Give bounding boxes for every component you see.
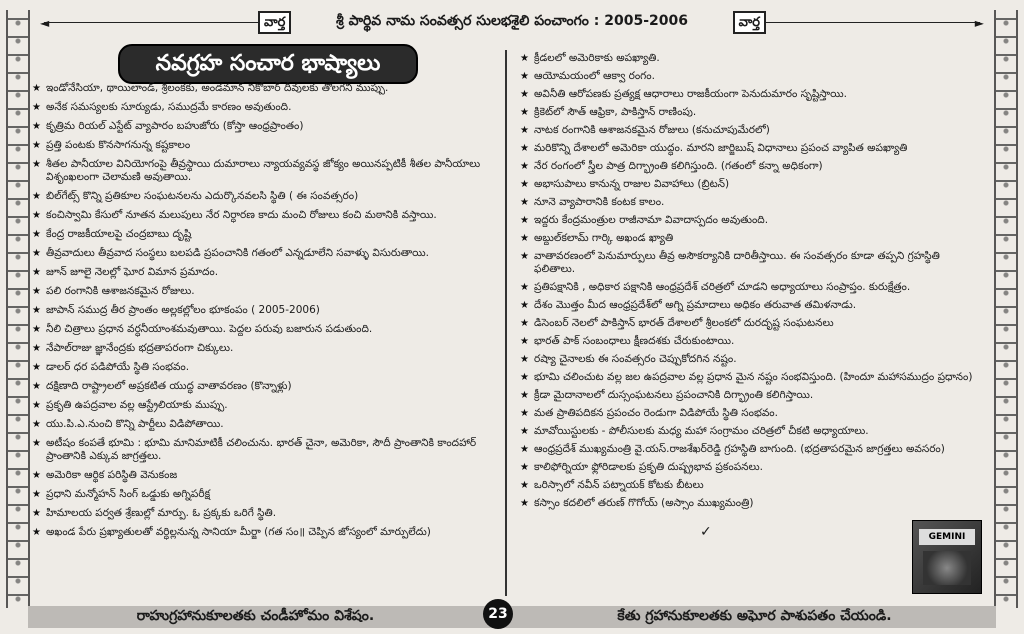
star-bullet-icon: ★ [520,215,529,226]
vaartha-logo-right: వార్త [733,11,766,34]
list-item-text: నేపాల్‌రాజు జ్ఞానేంద్రకు భద్రతాపరంగా చిక్కులు. [46,342,234,354]
star-bullet-icon: ★ [32,210,41,221]
vaartha-logo-left: వార్త [258,11,291,34]
list-item [32,342,496,355]
gemini-product-image [912,520,982,594]
list-item-text: భూమి చలించుట వల్ల జల ఉపద్రవాల వల్ల ప్రధాన మైన నష్టం సంభవిస్తుంది. (హిందూ మహాసముద్రం ప్రధానం) [534,371,973,383]
star-bullet-icon: ★ [32,419,41,430]
list-item [32,101,496,114]
list-item-text: కస్సాం కదలిలో తరుణ్ గొగోయ్ (అస్సాం ముఖ్యమంత్రి) [534,497,754,509]
list-item-text: యు.పి.ఎ.నుంచి కొన్ని పార్టీలు విడిపోతాయి. [46,418,224,430]
list-item-text: క్రీడలలో అమెరికాకు అపఖ్యాతి. [534,52,660,64]
list-item [32,82,496,95]
list-item-text: అభాసుపాలు కానున్న రాజుల వివాహాలు (బ్రిటన్) [534,178,730,190]
list-item [520,178,982,191]
list-item-text: దేశం మొత్తం మీద ఆంధ్రప్రదేశ్‌లో అగ్ని ప్రమాదాలు అధికం తరువాత తమిళనాడు. [534,299,857,311]
star-bullet-icon: ★ [520,426,529,437]
list-item-text: బిల్‌గేట్స్ కొన్ని ప్రతికూల సంఘటనలను ఎదుర్కొనవలసి స్థితి ( ఈ సంవత్సరం) [46,190,359,202]
left-decorative-border [6,10,30,608]
list-item-text: కంచిస్వామి కేసులో నూతన మలుపులు నేర నిర్ధారణ కాదు మంచి రోజులు కంచి మఠానికి వస్తాయి. [46,209,437,221]
star-bullet-icon: ★ [520,89,529,100]
star-bullet-icon: ★ [520,107,529,118]
star-bullet-icon: ★ [32,400,41,411]
list-item [32,488,496,501]
star-bullet-icon: ★ [520,498,529,509]
star-bullet-icon: ★ [520,354,529,365]
list-item-text: ప్రధాని మన్మోహన్ సింగ్ ఒడ్డుకు అగ్నిపరీక్ష [46,488,211,500]
list-item-text: మరికొన్ని దేశాలలో అమెరికా యుద్ధం. మారని జార్జిబుష్ విధానాలు ప్రపంచ వ్యాపిత అపఖ్యాతి [534,142,908,154]
list-item [32,323,496,336]
star-bullet-icon: ★ [32,470,41,481]
list-item-text: శీతల పానీయాల వినియోగంపై తీవ్రస్థాయి దుమారాలు న్యాయవ్యవస్థ జోక్యం అయినప్పటికీ శీతల పానీయాలు విశృంఖలంగా చెలామణి అవుతాయి. [46,158,481,183]
list-item [520,106,982,119]
list-item [520,317,982,330]
star-bullet-icon: ★ [32,102,41,113]
list-item-text: డిసెంబర్ నెలలో పాకిస్తాన్ భారత్ దేశాలలో శ్రీలంకలో దురదృష్ట సంఘటనలు [534,317,834,329]
list-item [520,479,982,492]
footer-left-text: రాహుగ్రహానుకూలతకు చండీహోమం విశేషం. [136,607,375,624]
list-item-text: భారత్ పాక్ సంబంధాలు క్షీణదశకు చేరుకుంటాయి. [534,335,735,347]
list-item-text: మావోయిస్టులకు - పోలీసులకు మధ్య మహా సంగ్రామం చరిత్రలో చీకటి అధ్యాయాలు. [534,425,869,437]
star-bullet-icon: ★ [32,267,41,278]
star-bullet-icon: ★ [32,83,41,94]
list-item-text: దక్షిణాది రాష్ట్రాలలో అప్రకటిత యుద్ధ వాతావరణం (కొన్నాళ్లు) [46,380,292,392]
list-item [32,469,496,482]
star-bullet-icon: ★ [32,489,41,500]
list-item [520,281,982,294]
list-item-text: ఆయోమయంలో ఆక్వా రంగం. [534,70,655,82]
star-bullet-icon: ★ [520,161,529,172]
star-bullet-icon: ★ [32,140,41,151]
list-item-text: జాపాన్ సముద్ర తీర ప్రాంతం అల్లకల్లోలం భూకంపం ( 2005-2006) [46,304,320,316]
list-item-text: పలి రంగానికి ఆశాజనకమైన రోజులు. [46,285,195,297]
list-item [32,247,496,260]
right-decorative-border [994,10,1018,608]
star-bullet-icon: ★ [32,286,41,297]
list-item [520,353,982,366]
list-item [32,437,496,463]
list-item [520,214,982,227]
star-bullet-icon: ★ [520,251,529,262]
list-item [520,124,982,137]
star-bullet-icon: ★ [520,179,529,190]
list-item-text: నీలి చిత్రాలు ప్రధాన వర్ధనీయాంశమవుతాయి. పెద్దల పరువు బజారున పడుతుంది. [46,323,373,335]
list-item-text: ప్రత్తి పంటకు కొనసాగనున్న కష్టకాలం [46,139,191,151]
star-bullet-icon: ★ [520,444,529,455]
list-item [32,507,496,520]
list-item [520,497,982,510]
list-item-text: డాలర్ ధర పడిపోయే స్థితి సంభవం. [46,361,190,373]
star-bullet-icon: ★ [32,159,41,170]
list-item [32,418,496,431]
list-item [520,142,982,155]
list-item-text: తీవ్రవాదులు తీవ్రవాద సంస్థలు బలపడి ప్రపంచానికి గతంలో ఎన్నడూలేని సవాళ్ళు విసురుతాయి. [46,247,430,259]
left-column [32,82,496,545]
star-bullet-icon: ★ [520,71,529,82]
star-bullet-icon: ★ [32,248,41,259]
list-item-text: మత ప్రాతిపదికన ప్రపంచం రెండుగా విడిపోయే స్థితి సంభవం. [534,407,778,419]
star-bullet-icon: ★ [520,53,529,64]
star-bullet-icon: ★ [32,343,41,354]
list-item-text: ప్రతిపక్షానికి , అధికార పక్షానికి ఆంధ్రప్రదేశ్ చరిత్రలో చూడని అధ్యాయాలు సంప్రాప్తం. కురుక్షేత్రం. [534,281,911,293]
star-bullet-icon: ★ [520,233,529,244]
list-item-text: అబ్దుల్‌కలామ్ గార్కి అఖండ ఖ్యాతి [534,232,674,244]
page-footer [28,606,996,628]
list-item [520,335,982,348]
star-bullet-icon: ★ [32,508,41,519]
product-face-graphic [923,551,971,585]
star-bullet-icon: ★ [520,300,529,311]
star-bullet-icon: ★ [32,305,41,316]
star-bullet-icon: ★ [520,125,529,136]
list-item-text: ప్రకృతి ఉపద్రవాల వల్ల ఆస్ట్రేలియాకు ముప్పు. [46,399,228,411]
list-item-text: అమెరికా ఆర్థిక పరిస్థితి వెనుకంజ [46,469,178,481]
list-item [32,158,496,184]
list-item-text: అఖండ పేరు ప్రఖ్యాతులతో వర్ధిల్లనున్న సానియా మీర్జా (గత సం॥ చెప్పిన జోస్యంలో మార్పులేదు) [46,526,431,538]
star-bullet-icon: ★ [32,324,41,335]
list-item-text: నేర రంగంలో స్త్రీల పాత్ర దిగ్భ్రాంతి కలిగిస్తుంది. (గతంలో కన్నా అధికంగా) [534,160,823,172]
right-column [520,52,982,515]
header-title: శ్రీ పార్థివ నామ సంవత్సర సులభశైలి పంచాంగం : 2005-2006 [336,13,688,29]
list-item [32,190,496,203]
list-item-text: హిమాలయ పర్వత శ్రేణుల్లో మార్పు. ఓ ప్రక్కకు ఒరిగే స్థితి. [46,507,277,519]
star-bullet-icon: ★ [32,362,41,373]
page-title: నవగ్రహ సంచార భాష్యాలు [118,44,418,84]
list-item-text: జూన్ జూలై నెలల్లో ఘోర విమాన ప్రమాదం. [46,266,219,278]
list-item [32,266,496,279]
star-bullet-icon: ★ [32,121,41,132]
list-item-text: అటీషం కంపతే భూమి : భూమి మానిమాటికీ చలించును. భారత్ చైనా, అమెరికా, సౌదీ ప్రాంతానికి కాందహార్ ప్రాంతానికి ఎక్కువ జాగ్రత్తలు. [46,437,477,462]
checkmark-icon: ✓ [700,524,712,540]
product-brand-label: GEMINI [919,529,975,545]
star-bullet-icon: ★ [520,462,529,473]
list-item [32,228,496,241]
list-item [520,425,982,438]
list-item [520,443,982,456]
star-bullet-icon: ★ [32,191,41,202]
list-item-text: ఒరిస్సాలో నవీన్ పట్నాయక్ కోటకు బీటలు [534,479,704,491]
list-item [520,196,982,209]
star-bullet-icon: ★ [520,197,529,208]
star-bullet-icon: ★ [520,282,529,293]
list-item-text: ఇండోనేసియా, థాయిలాండ్, శ్రీలంకకు, అండమాన్ నికోబార్ దీవులకు తొలగని ముప్పు. [46,82,389,94]
list-item [32,399,496,412]
list-item-text: ఆంధ్రప్రదేశ్ ముఖ్యమంత్రి వై.యస్.రాజశేఖర్‌రెడ్డి గ్రహస్థితి బాగుంది. (భద్రతాపరమైన జాగ్రత్తలు అవసరం) [534,443,945,455]
star-bullet-icon: ★ [32,527,41,538]
column-divider [505,50,507,596]
star-bullet-icon: ★ [32,229,41,240]
list-item [32,285,496,298]
list-item [520,250,982,276]
list-item-text: కేంద్ర రాజకీయాలపై చంద్రబాబు దృష్టి [46,228,192,240]
list-item [520,389,982,402]
list-item-text: రష్యా చైనాలకు ఈ సంవత్సరం చెప్పుకోదగిన నష్టం. [534,353,737,365]
list-item-text: వాతావరణంలో పెనుమార్పులు తీవ్ర అసౌకర్యానికి దారితీస్తాయి. ఈ సంవత్సరం కూడా తప్పని గ్రహస్థితి ఫలితాలు. [534,250,940,275]
star-bullet-icon: ★ [520,318,529,329]
list-item-text: అనేక సమస్యలకు సూర్యుడు, సముద్రమే కారణం అవుతుంది. [46,101,292,113]
footer-right-text: కేతు గ్రహానుకూలతకు అఘోర పాశుపతం చేయండి. [617,607,892,624]
star-bullet-icon: ★ [32,438,41,449]
star-bullet-icon: ★ [520,408,529,419]
star-bullet-icon: ★ [520,143,529,154]
star-bullet-icon: ★ [520,336,529,347]
list-item [520,371,982,384]
list-item [520,52,982,65]
list-item [520,407,982,420]
list-item [32,304,496,317]
list-item [32,209,496,222]
right-arrow-icon: ► [974,16,984,30]
list-item [32,120,496,133]
star-bullet-icon: ★ [520,372,529,383]
list-item-text: కాలిఫోర్నియా ఫ్లోరిడాలకు ప్రకృతి దుష్ప్రభావ ప్రకంపనలు. [534,461,763,473]
list-item-text: కృత్రిమ రియల్ ఎస్టేట్ వ్యాపారం బహుజోరు (కోస్తా ఆంధ్రప్రాంతం) [46,120,304,132]
list-item [520,88,982,101]
left-arrow-icon: ◄ [40,16,50,30]
page-number: 23 [483,599,513,629]
list-item-text: ఇద్దరు కేంద్రమంత్రుల రాజీనామా వివాదాస్పదం అవుతుంది. [534,214,769,226]
star-bullet-icon: ★ [520,480,529,491]
list-item [32,526,496,539]
list-item [520,70,982,83]
star-bullet-icon: ★ [32,381,41,392]
list-item-text: నాటక రంగానికి ఆశాజనకమైన రోజులు (కనుచూపుమేరలో) [534,124,770,136]
list-item-text: క్రీడా మైదానాలలో దుస్సంఘటనలు ప్రపంచానికి దిగ్భ్రాంతి కలిగిస్తాయి. [534,389,814,401]
list-item [32,361,496,374]
list-item-text: అవినీతి ఆరోపణకు ప్రత్యక్ష ఆధారాలు రాజకీయంగా పెనుదుమారం సృష్టిస్తాయి. [534,88,847,100]
list-item [520,299,982,312]
list-item-text: నూనె వ్యాపారానికి కంటక కాలం. [534,196,665,208]
list-item-text: క్రికెట్‌లో సౌత్ ఆఫ్రికా, పాకిస్తాన్ రాణింపు. [534,106,697,118]
list-item [520,232,982,245]
list-item [32,139,496,152]
list-item [520,160,982,173]
star-bullet-icon: ★ [520,390,529,401]
list-item [32,380,496,393]
page-header [258,10,766,35]
list-item [520,461,982,474]
